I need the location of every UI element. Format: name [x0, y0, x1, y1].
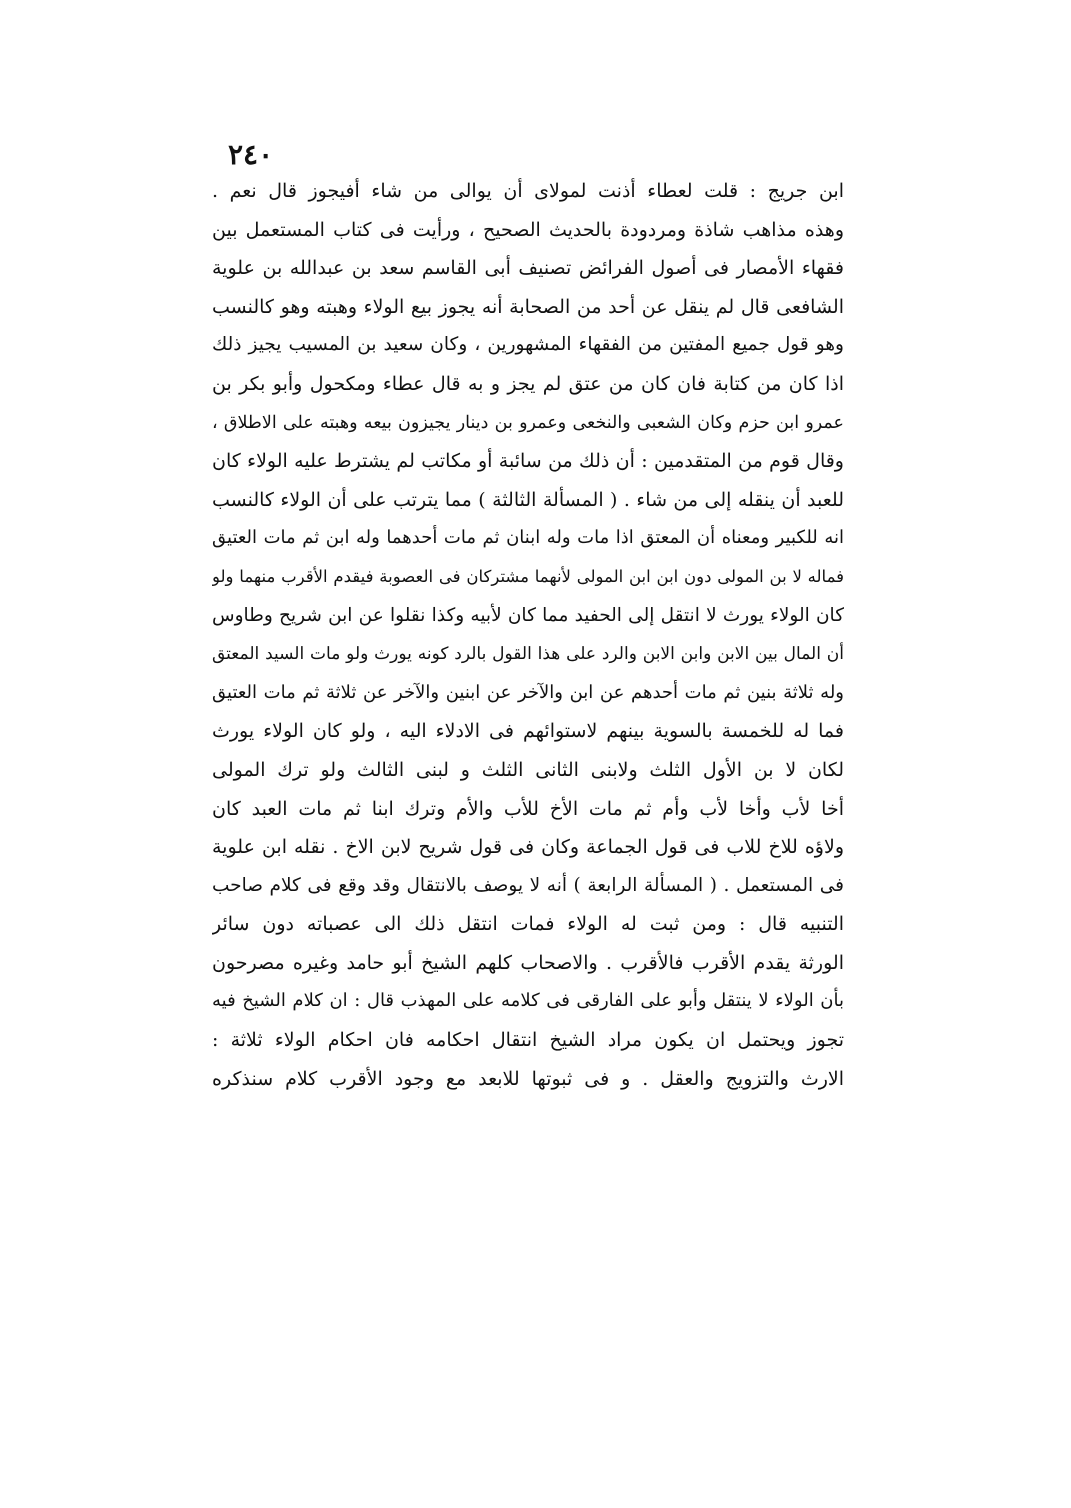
- text-line: بأن الولاء لا ينتقل وأبو على الفارقى فى كلامه على المهذب قال : ان كلام الشيخ فيه: [212, 990, 844, 1012]
- text-line: الورثة يقدم الأقرب فالأقرب . والاصحاب كلهم الشيخ أبو حامد وغيره مصرحون: [212, 951, 844, 974]
- text-line: ابن جريج : قلت لعطاء أذنت لمولاى أن يوالى من شاء أفيجوز قال نعم .: [212, 180, 844, 202]
- text-line: عمرو ابن حزم وكان الشعبى والنخعى وعمرو بن دينار يجيزون بيعه وهبته على الاطلاق ،: [212, 412, 844, 433]
- text-line: كان الولاء يورث لا انتقل إلى الحفيد مما كان لأبيه وكذا نقلوا عن ابن شريح وطاوس: [212, 604, 844, 626]
- text-line: أن المال بين الابن وابن الابن والرد على هذا القول بالرد كونه يورث ولو مات السيد المعتق: [212, 644, 844, 665]
- text-line: لكان لا بن الأول الثلث ولابنى الثانى الثلث و لبنى الثالث ولو ترك المولى: [212, 758, 844, 781]
- text-line: اذا كان من كتابة فان كان من عتق لم يجز و به قال عطاء ومكحول وأبو بكر بن: [212, 372, 844, 395]
- text-line: وله ثلاثة بنين ثم مات أحدهم عن ابن والآخر عن ابنين والآخر عن ثلاثة ثم مات العتيق: [212, 681, 844, 703]
- text-line: فما له للخمسة بالسوية بينهم لاستوائهم فى الادلاء اليه ، ولو كان الولاء يورث: [212, 720, 844, 743]
- text-line: فماله لا بن المولى دون ابن ابن المولى لأنهما مشتركان فى العصوبة فيقدم الأقرب منهما ولو: [212, 566, 844, 586]
- text-line: ولاؤه للاخ للاب فى قول الجماعة وكان فى قول شريح لابن الاخ . نقله ابن علوية: [212, 836, 844, 859]
- text-line: وهو قول جميع المفتين من الفقهاء المشهورين ، وكان سعيد بن المسيب يجيز ذلك: [212, 334, 844, 356]
- text-line: فى المستعمل . ( المسألة الرابعة ) أنه لا يوصف بالانتقال وقد وقع فى كلام صاحب: [212, 874, 844, 896]
- text-line: التنبيه قال : ومن ثبت له الولاء فمات انتقل ذلك الى عصباته دون سائر: [212, 913, 844, 936]
- text-line: وقال قوم من المتقدمين : أن ذلك من سائبة أو مكاتب لم يشترط عليه الولاء كان: [212, 450, 844, 473]
- text-line: فقهاء الأمصار فى أصول الفرائض تصنيف أبى القاسم سعد بن عبدالله بن علوية: [212, 257, 844, 280]
- text-line: الارث والتزويج والعقل . و فى ثبوتها للابعد مع وجود الأقرب كلام سنذكره: [212, 1067, 844, 1090]
- text-line: تجوز ويحتمل ان يكون مراد الشيخ انتقال احكامه فان احكام الولاء ثلاثة :: [212, 1029, 844, 1052]
- text-line: الشافعى قال لم ينقل عن أحد من الصحابة أنه يجوز بيع الولاء وهبته وهو كالنسب: [212, 295, 844, 318]
- page-number: ٢٤٠: [228, 138, 274, 171]
- text-line: انه للكبير ومعناه أن المعتق اذا مات وله ابنان ثم مات أحدهما وله ابن ثم مات العتيق: [212, 527, 844, 549]
- text-line: للعبد أن ينقله إلى من شاء . ( المسألة الثالثة ) مما يترتب على أن الولاء كالنسب: [212, 488, 844, 511]
- text-line: أخا لأب وأخا لأب وأم ثم مات الأخ للأب والأم وترك ابنا ثم مات العبد كان: [212, 797, 844, 820]
- body-text: [212, 172, 844, 1098]
- text-line: وهذه مذاهب شاذة ومردودة بالحديث الصحيح ، ورأيت فى كتاب المستعمل بين: [212, 218, 844, 241]
